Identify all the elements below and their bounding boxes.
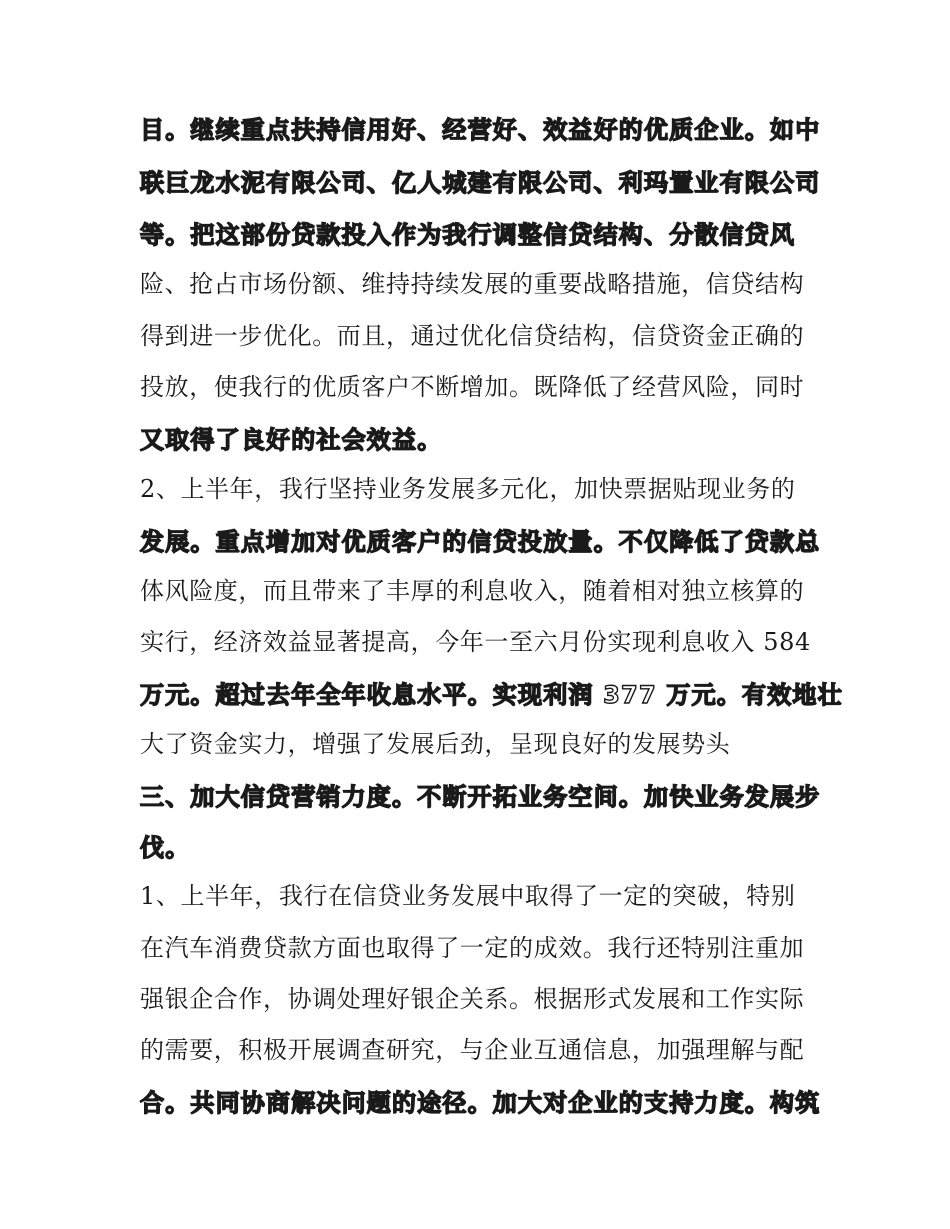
text-line: 伐。 [140,834,191,862]
text-line: 得到进一步优化。而且，通过优化信贷结构，信贷资金正确的 [140,322,805,350]
text-line: 在汽车消费贷款方面也取得了一定的成效。我行还特别注重加 [140,934,805,962]
text-line: 合。共同协商解决问题的途径。加大对企业的支持力度。构筑 [140,1089,821,1117]
text-line: 三、加大信贷营销力度。不断开拓业务空间。加快业务发展步 [140,783,821,811]
text-line: 体风险度，而且带来了丰厚的利息收入，随着相对独立核算的 [140,577,805,605]
text-line: 2、上半年，我行坚持业务发展多元化，加快票据贴现业务的 [140,475,796,503]
text-line: 投放，使我行的优质客户不断增加。既降低了经营风险，同时 [140,373,805,401]
text-line: 万元。超过去年全年收息水平。实现利润 377 万元。有效地壮 [140,681,843,709]
text-line: 目。继续重点扶持信用好、经营好、效益好的优质企业。如中 [140,116,821,144]
text-line: 1、上半年，我行在信贷业务发展中取得了一定的突破，特别 [140,882,796,910]
text-line: 强银企合作，协调处理好银企关系。根据形式发展和工作实际 [140,985,805,1013]
text-line: 又取得了良好的社会效益。 [140,426,443,454]
text-line: 发展。重点增加对优质客户的信贷投放量。不仅降低了贷款总 [140,528,821,556]
text-line: 联巨龙水泥有限公司、亿人城建有限公司、利玛置业有限公司 [140,169,821,197]
text-line: 的需要，积极开展调查研究，与企业互通信息，加强理解与配 [140,1036,805,1064]
text-line: 大了资金实力，增强了发展后劲，呈现良好的发展势头 [140,730,731,758]
text-line: 等。把这部份贷款投入作为我行调整信贷结构、分散信贷风 [140,221,796,249]
text-line: 险、抢占市场份额、维持持续发展的重要战略措施，信贷结构 [140,270,805,298]
text-line: 实行，经济效益显著提高，今年一至六月份实现利息收入 584 [140,628,811,656]
